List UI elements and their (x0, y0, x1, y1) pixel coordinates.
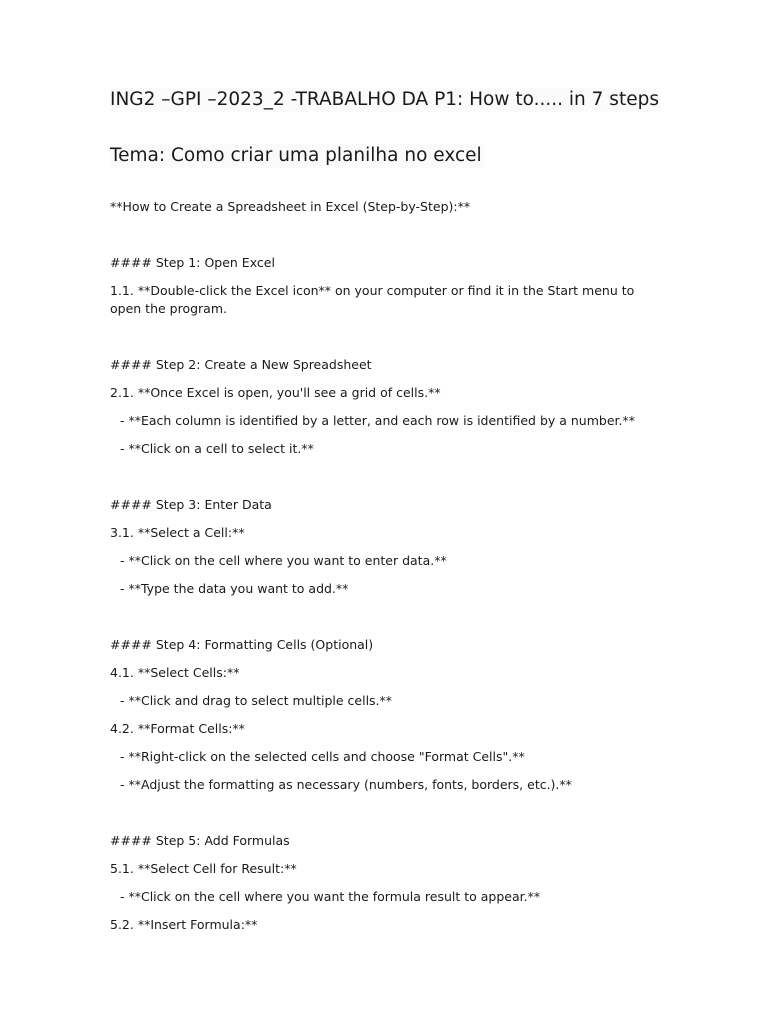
step5-item2: 5.2. **Insert Formula:** (110, 917, 258, 932)
step2-sub1: - **Each column is identified by a letter, and each row is identified by a number.** (120, 413, 635, 428)
step2-item1: 2.1. **Once Excel is open, you'll see a grid of cells.** (110, 385, 441, 400)
step3-sub2: - **Type the data you want to add.** (120, 581, 349, 596)
step4-heading: #### Step 4: Formatting Cells (Optional) (110, 637, 374, 652)
step4-sub1: - **Click and drag to select multiple cells.** (120, 693, 393, 708)
document-theme: Tema: Como criar uma planilha no excel (110, 145, 482, 166)
step4-item2: 4.2. **Format Cells:** (110, 721, 245, 736)
step4-sub3: - **Adjust the formatting as necessary (numbers, fonts, borders, etc.).** (120, 777, 572, 792)
step5-sub1: - **Click on the cell where you want the formula result to appear.** (120, 889, 541, 904)
step3-sub1: - **Click on the cell where you want to enter data.** (120, 553, 447, 568)
step1-heading: #### Step 1: Open Excel (110, 255, 275, 270)
step4-item1: 4.1. **Select Cells:** (110, 665, 240, 680)
step5-item1: 5.1. **Select Cell for Result:** (110, 861, 297, 876)
step1-item1: 1.1. **Double-click the Excel icon** on your computer or find it in the Start menu to open the program. (110, 283, 635, 316)
document-title: ING2 –GPI –2023_2 -TRABALHO DA P1: How to..... in 7 steps (110, 89, 659, 110)
step3-item1: 3.1. **Select a Cell:** (110, 525, 245, 540)
step2-heading: #### Step 2: Create a New Spreadsheet (110, 357, 372, 372)
step4-sub2: - **Right-click on the selected cells and choose "Format Cells".** (120, 749, 525, 764)
step5-heading: #### Step 5: Add Formulas (110, 833, 290, 848)
step3-heading: #### Step 3: Enter Data (110, 497, 272, 512)
step2-sub2: - **Click on a cell to select it.** (120, 441, 314, 456)
intro-text: **How to Create a Spreadsheet in Excel (Step-by-Step):** (110, 199, 471, 214)
